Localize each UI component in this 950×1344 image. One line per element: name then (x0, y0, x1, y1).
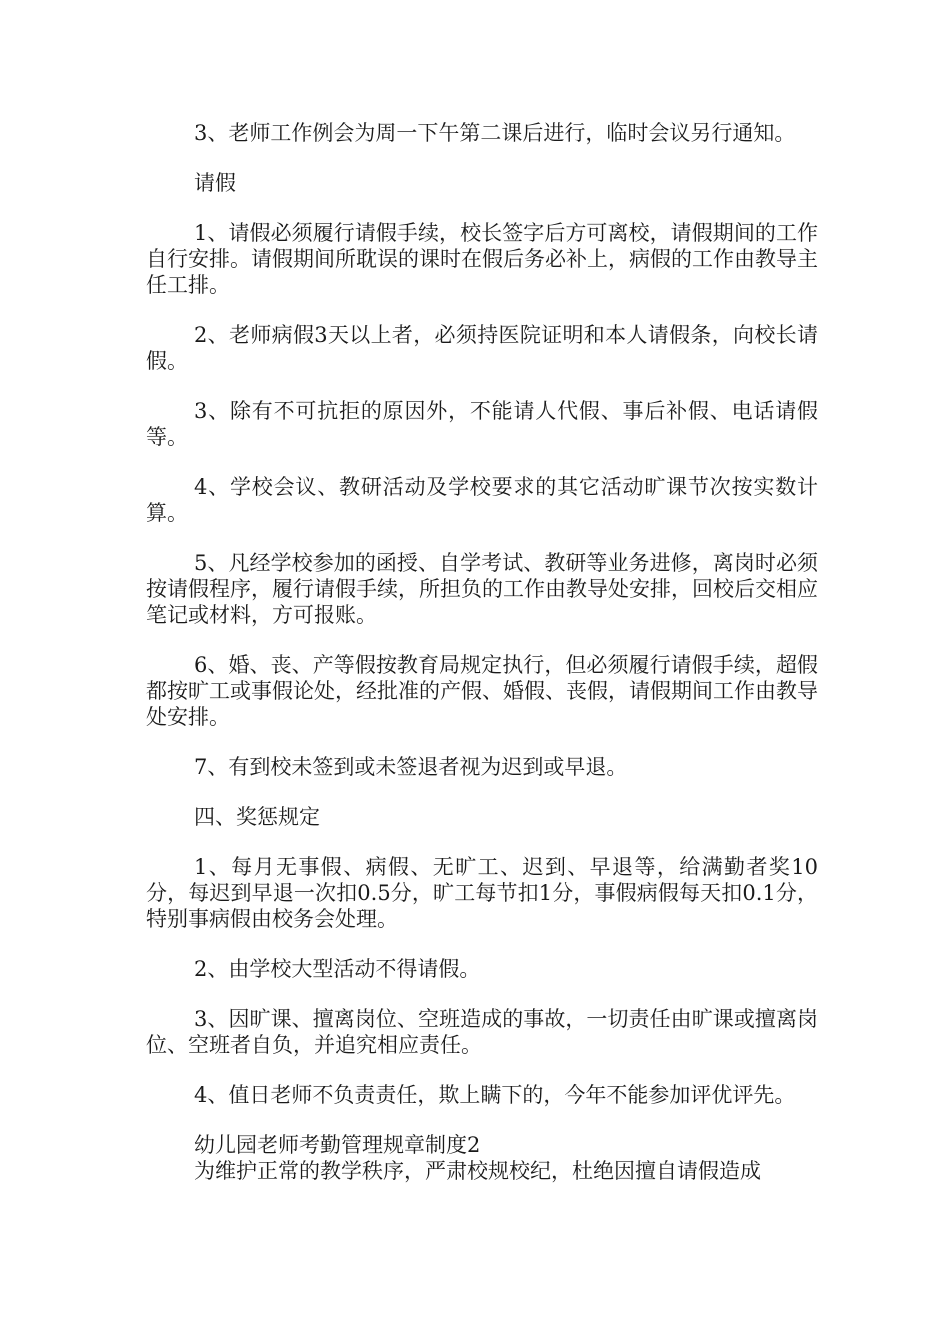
document-body (146, 120, 818, 1184)
paragraph-meeting: 3、老师工作例会为周一下午第二课后进行，临时会议另行通知。 (194, 121, 796, 145)
section-heading-rewards: 四、奖惩规定 (194, 805, 320, 829)
paragraph-reward-3: 3、因旷课、擅离岗位、空班造成的事故，一切责任由旷课或擅离岗位、空班者自负，并追究相应责任。 (146, 1007, 818, 1057)
paragraph-leave-4: 4、学校会议、教研活动及学校要求的其它活动旷课节次按实数计算。 (146, 475, 818, 525)
paragraph-leave-7: 7、有到校未签到或未签退者视为迟到或早退。 (194, 755, 628, 779)
paragraph-leave-1: 1、请假必须履行请假手续，校长签字后方可离校，请假期间的工作自行安排。请假期间所耽误的课时在假后务必补上，病假的工作由教导主任工排。 (146, 221, 818, 297)
paragraph-leave-3: 3、除有不可抗拒的原因外，不能请人代假、事后补假、电话请假等。 (146, 399, 818, 449)
paragraph-reward-2: 2、由学校大型活动不得请假。 (194, 957, 481, 981)
paragraph-intro-2: 为维护正常的教学秩序，严肃校规校纪，杜绝因擅自请假造成 (194, 1159, 761, 1183)
document-title-2: 幼儿园老师考勤管理规章制度2 (194, 1133, 481, 1157)
paragraph-leave-5: 5、凡经学校参加的函授、自学考试、教研等业务进修，离岗时必须按请假程序，履行请假手续，所担负的工作由教导处安排，回校后交相应笔记或材料，方可报账。 (146, 551, 818, 627)
section-heading-leave: 请假 (194, 171, 236, 195)
paragraph-reward-4: 4、值日老师不负责责任，欺上瞒下的，今年不能参加评优评先。 (194, 1083, 796, 1107)
paragraph-leave-6: 6、婚、丧、产等假按教育局规定执行，但必须履行请假手续，超假都按旷工或事假论处，经批准的产假、婚假、丧假，请假期间工作由教导处安排。 (146, 653, 818, 729)
paragraph-leave-2: 2、老师病假3天以上者，必须持医院证明和本人请假条，向校长请假。 (146, 323, 818, 373)
paragraph-reward-1: 1、每月无事假、病假、无旷工、迟到、早退等，给满勤者奖10分，每迟到早退一次扣0.5分，旷工每节扣1分，事假病假每天扣0.1分，特别事病假由校务会处理。 (146, 855, 818, 931)
